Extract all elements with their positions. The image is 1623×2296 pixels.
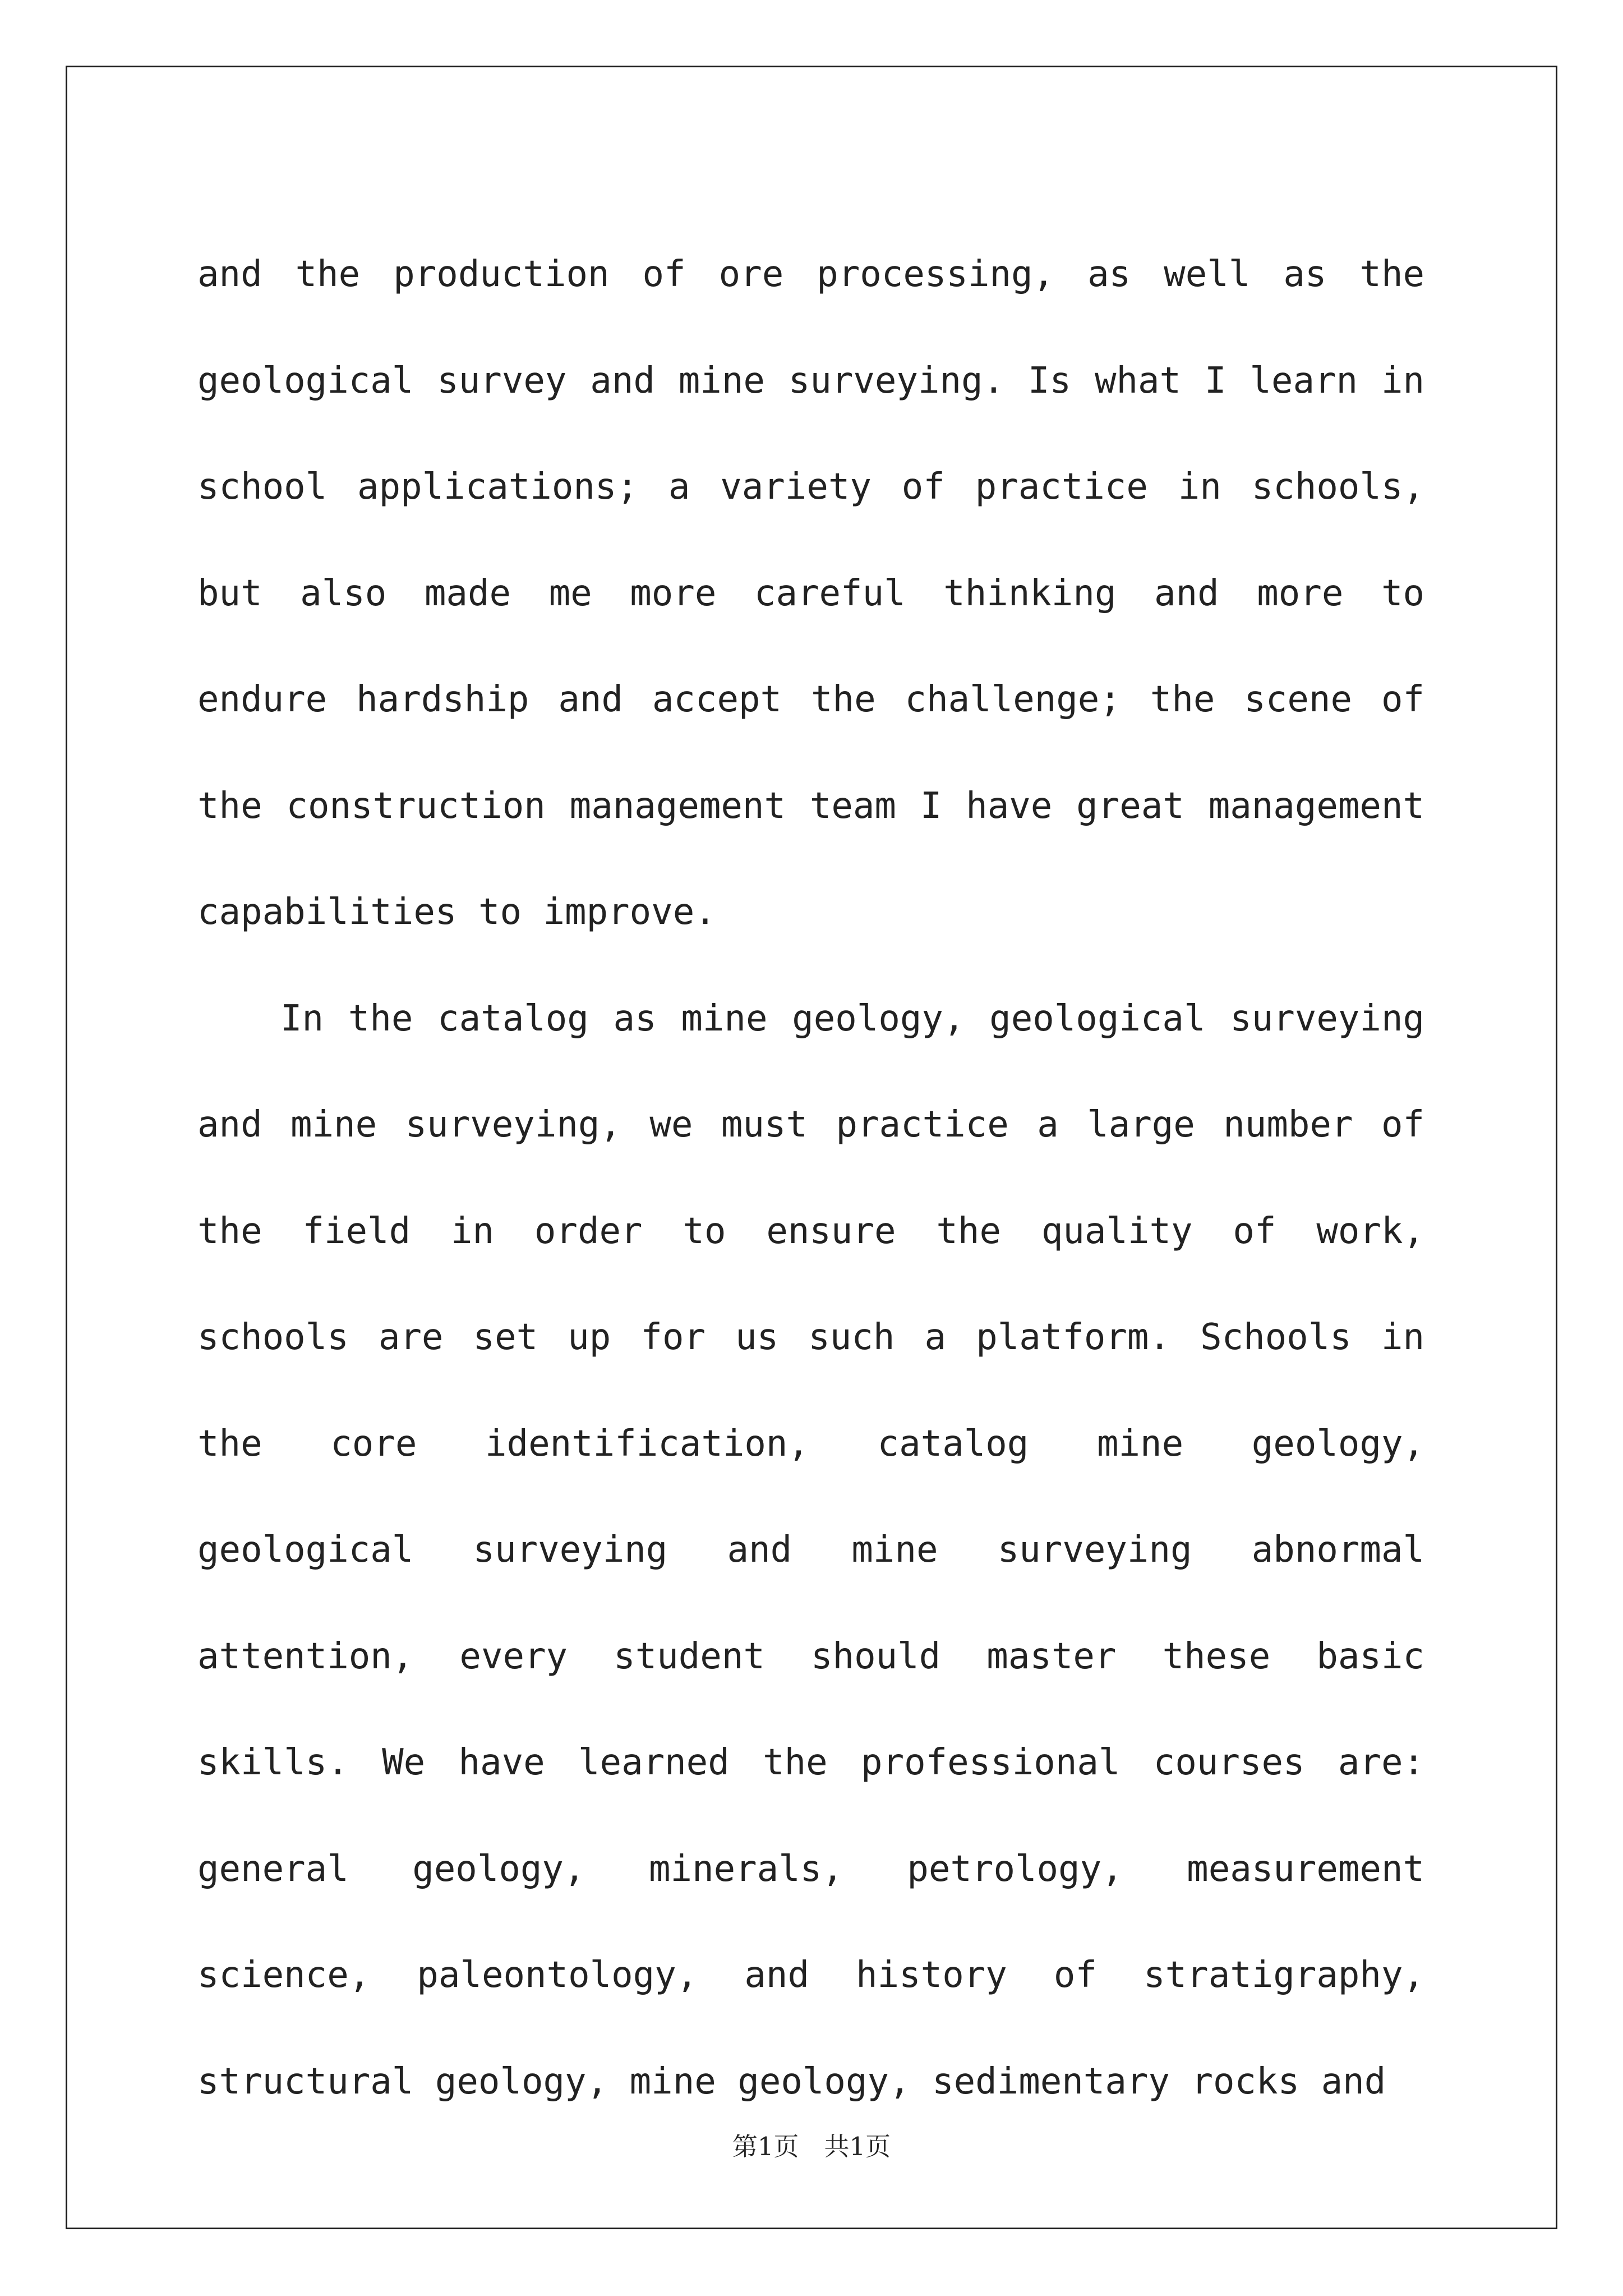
page-number-current: 第1页: [732, 2132, 799, 2161]
paragraph-continuation: and the production of ore processing, as well as the geological survey and mine surveying. Is what I learn in school applications; a variety of practice in schools, but also made me more careful thinking and more to endure hardship and accept the challenge; the scene of the construction management team I have great management capabilities to improve.: [197, 254, 1424, 933]
page-number-total: 共1页: [824, 2132, 891, 2161]
page-footer: [0, 2126, 1623, 2162]
document-body: [197, 222, 1424, 2135]
paragraph-catalog: In the catalog as mine geology, geological surveying and mine surveying, we must practice a large number of the field in order to ensure the quality of work, schools are set up for us such a platform. Schools in the core identification, catalog mine geology, geological surveying and mine surveying abnormal attention, every student should master these basic skills. We have learned the professional courses are: general geology, minerals, petrology, measurement science, paleontology, and history of stratigraphy, structural geology, mine geology, sedimentary rocks and: [197, 997, 1424, 2102]
